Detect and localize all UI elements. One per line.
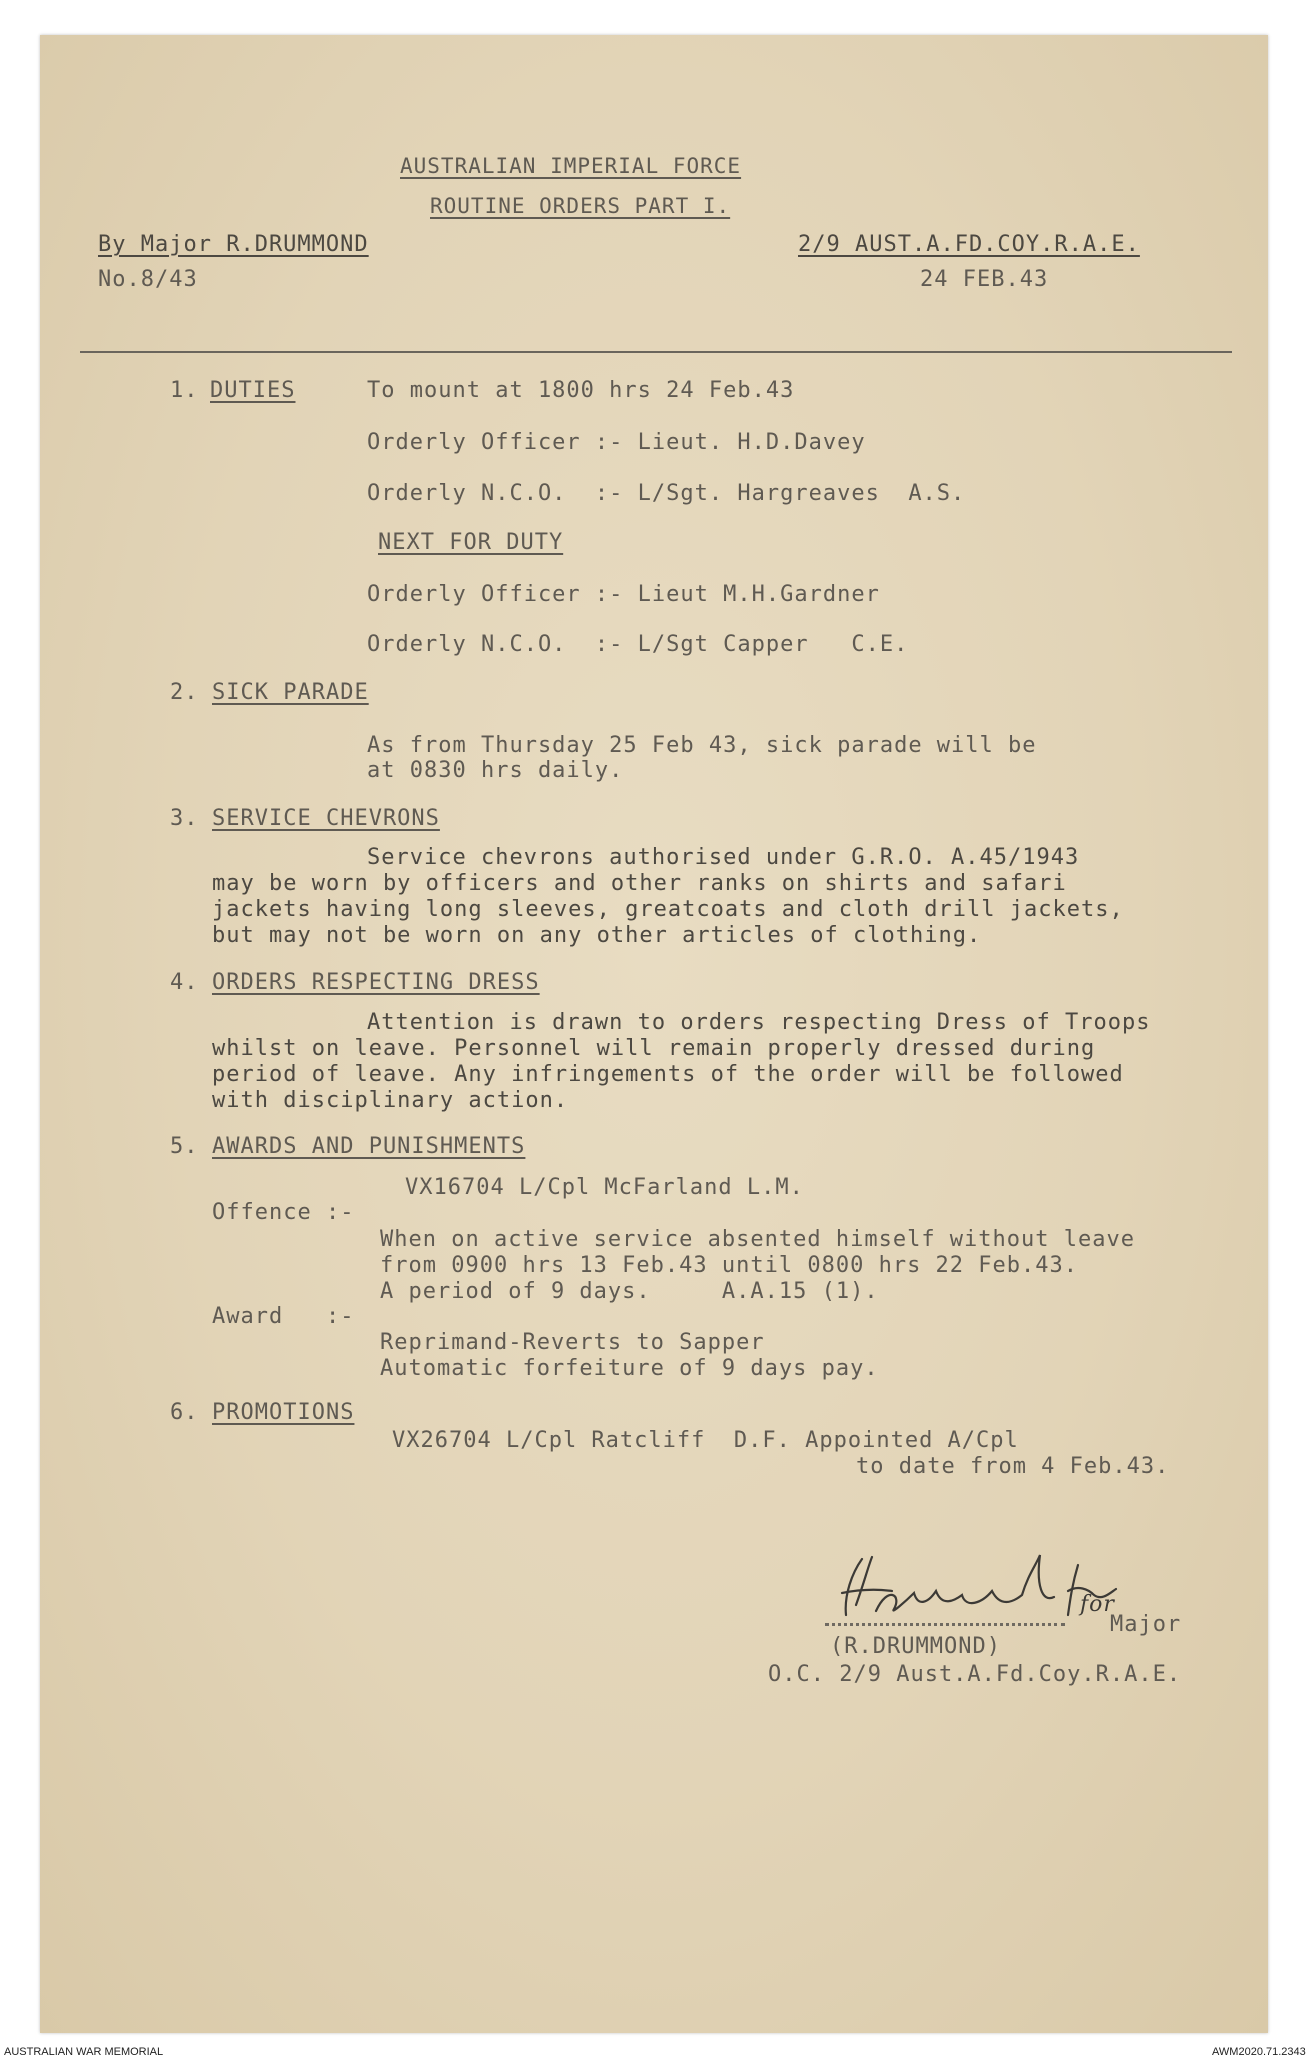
section-heading-promotions: PROMOTIONS [212, 1400, 355, 1425]
signatory-name: (R.DRUMMOND) [830, 1634, 1001, 1659]
section-heading-sick-parade: SICK PARADE [212, 680, 369, 705]
section-number: 6. [170, 1400, 199, 1425]
offence-line: A period of 9 days. A.A.15 (1). [380, 1279, 879, 1304]
signature-for: for [1080, 1592, 1115, 1617]
sick-parade-line: at 0830 hrs daily. [367, 758, 624, 783]
next-duty-line: Orderly N.C.O. :- L/Sgt Capper C.E. [367, 632, 909, 657]
award-line: Automatic forfeiture of 9 days pay. [380, 1356, 879, 1381]
offence-line: from 0900 hrs 13 Feb.43 until 0800 hrs 22 Feb.43. [380, 1253, 1079, 1278]
dress-line: with disciplinary action. [212, 1088, 569, 1113]
section-number: 2. [170, 680, 199, 705]
document-title: AUSTRALIAN IMPERIAL FORCE [400, 154, 742, 178]
dress-line: Attention is drawn to orders respecting Dress of Troops [367, 1010, 1151, 1035]
section-heading-dress: ORDERS RESPECTING DRESS [212, 970, 540, 995]
section-heading-duties: DUTIES [210, 378, 296, 403]
section-heading-service-chevrons: SERVICE CHEVRONS [212, 806, 440, 831]
document-subtitle: ROUTINE ORDERS PART I. [430, 194, 731, 218]
sick-parade-line: As from Thursday 25 Feb 43, sick parade will be [367, 733, 1037, 758]
chevrons-line: but may not be worn on any other articles of clothing. [212, 923, 982, 948]
handwritten-signature [832, 1545, 1132, 1635]
next-for-duty-heading: NEXT FOR DUTY [378, 530, 564, 555]
chevrons-line: jackets having long sleeves, greatcoats and cloth drill jackets, [212, 897, 1124, 922]
header-divider [80, 351, 1232, 353]
order-date: 24 FEB.43 [920, 267, 1049, 292]
duties-line: Orderly N.C.O. :- L/Sgt. Hargreaves A.S. [367, 481, 966, 506]
section-number: 5. [170, 1134, 199, 1159]
promotion-line: to date from 4 Feb.43. [856, 1454, 1170, 1479]
promotion-line: VX26704 L/Cpl Ratcliff D.F. Appointed A/Cpl [392, 1428, 1019, 1453]
award-line: Reprimand-Reverts to Sapper [380, 1330, 765, 1355]
signature-line [825, 1623, 1065, 1626]
chevrons-line: Service chevrons authorised under G.R.O. A.45/1943 [367, 845, 1080, 870]
section-number: 4. [170, 970, 199, 995]
archive-reference: AWM2020.71.2343 [1212, 2046, 1306, 2058]
duties-line: Orderly Officer :- Lieut. H.D.Davey [367, 430, 866, 455]
signatory-unit: O.C. 2/9 Aust.A.Fd.Coy.R.A.E. [768, 1662, 1182, 1687]
offence-label: Offence :- [212, 1200, 355, 1225]
section-number: 1. [170, 378, 199, 403]
signatory-rank: Major [1110, 1612, 1182, 1637]
chevrons-line: may be worn by officers and other ranks on shirts and safari [212, 871, 1067, 896]
dress-line: whilst on leave. Personnel will remain properly dressed during [212, 1036, 1096, 1061]
archive-credit: AUSTRALIAN WAR MEMORIAL [4, 2046, 164, 2058]
next-duty-line: Orderly Officer :- Lieut M.H.Gardner [367, 582, 880, 607]
offender-name: VX16704 L/Cpl McFarland L.M. [405, 1175, 804, 1200]
dress-line: period of leave. Any infringements of the order will be followed [212, 1062, 1124, 1087]
award-label: Award :- [212, 1304, 355, 1329]
issued-by: By Major R.DRUMMOND [98, 232, 369, 257]
offence-line: When on active service absented himself without leave [380, 1227, 1135, 1252]
section-number: 3. [170, 806, 199, 831]
section-heading-awards: AWARDS AND PUNISHMENTS [212, 1134, 526, 1159]
order-number: No.8/43 [98, 267, 198, 292]
unit-name: 2/9 AUST.A.FD.COY.R.A.E. [798, 232, 1140, 257]
duties-line: To mount at 1800 hrs 24 Feb.43 [367, 378, 795, 403]
